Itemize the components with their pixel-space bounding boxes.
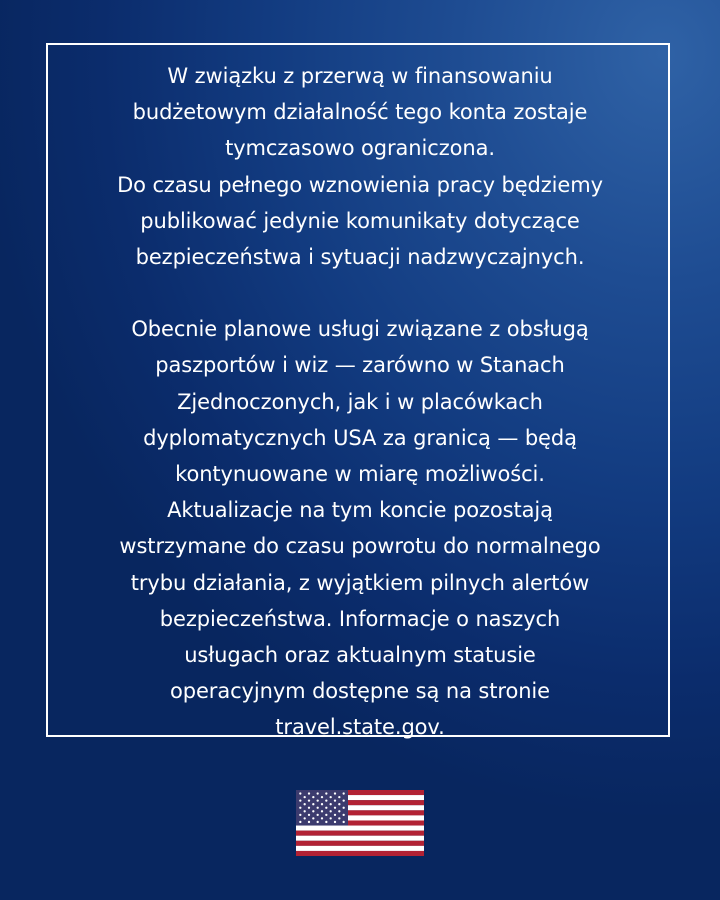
flag-star <box>299 821 301 823</box>
flag-star <box>304 817 306 819</box>
flag-stripe <box>296 841 424 846</box>
flag-star <box>299 807 301 809</box>
notice-line: W związku z przerwą w finansowaniu <box>167 64 553 88</box>
notice-line: bezpieczeństwa. Informacje o naszych <box>159 606 561 631</box>
flag-star <box>325 792 327 794</box>
flag-star <box>321 803 323 805</box>
flag-star <box>317 800 319 802</box>
flag-star <box>334 814 336 816</box>
flag-star <box>321 817 323 819</box>
flag-star <box>330 796 332 798</box>
flag-star <box>308 800 310 802</box>
notice-line: tymczasowo ograniczona. <box>225 136 495 161</box>
flag-star <box>321 796 323 798</box>
flag-star <box>312 803 314 805</box>
flag-star <box>321 810 323 812</box>
flag-star <box>343 814 345 816</box>
flag-star <box>343 792 345 794</box>
flag-star <box>325 814 327 816</box>
paragraph-gap <box>48 275 672 311</box>
flag-star <box>312 810 314 812</box>
flag-star <box>334 800 336 802</box>
flag-star <box>299 792 301 794</box>
notice-line: budżetowym działalność tego konta zostaje <box>132 100 588 125</box>
flag-star <box>304 796 306 798</box>
notice-line: wstrzymane do czasu powrotu do normalnego <box>119 534 601 559</box>
flag-star <box>334 807 336 809</box>
notice-line: usługach oraz aktualnym statusie <box>184 643 536 668</box>
us-flag-icon <box>296 790 424 856</box>
notice-text <box>48 58 672 746</box>
notice-line: paszportów i wiz — zarówno w Stanach <box>155 353 565 378</box>
flag-star <box>299 814 301 816</box>
flag-star <box>317 821 319 823</box>
flag-star <box>334 821 336 823</box>
notice-line travel-link-text: travel.state.gov. <box>275 715 445 740</box>
notice-line: Zjednoczonych, jak i w placówkach <box>177 389 543 414</box>
notice-paragraph-1 <box>48 58 672 275</box>
flag-star <box>312 796 314 798</box>
flag-stripe <box>296 846 424 851</box>
flag-star <box>338 796 340 798</box>
flag-star <box>330 810 332 812</box>
flag-stripe <box>296 851 424 856</box>
flag-star <box>308 792 310 794</box>
flag-star <box>343 807 345 809</box>
flag-star <box>343 800 345 802</box>
flag-stripe <box>296 831 424 836</box>
flag-star <box>338 817 340 819</box>
flag-star <box>308 821 310 823</box>
flag-star <box>304 810 306 812</box>
flag-canton <box>296 790 348 826</box>
notice-line: operacyjnym dostępne są na stronie <box>170 679 550 704</box>
flag-star <box>338 803 340 805</box>
flag-star <box>308 807 310 809</box>
flag-star <box>330 817 332 819</box>
notice-line: kontynuowane w miarę możliwości. <box>175 462 545 487</box>
notice-line: publikować jedynie komunikaty dotyczące <box>140 208 580 233</box>
flag-stripe <box>296 826 424 831</box>
flag-star <box>338 810 340 812</box>
notice-line: trybu działania, z wyjątkiem pilnych alertów <box>130 570 590 595</box>
notice-line: Obecnie planowe usługi związane z obsługą <box>131 317 589 342</box>
flag-star <box>299 800 301 802</box>
flag-star <box>330 803 332 805</box>
notice-line: dyplomatycznych USA za granicą — będą <box>143 425 577 450</box>
flag-star <box>343 821 345 823</box>
flag-star <box>325 807 327 809</box>
notice-line: Do czasu pełnego wznowienia pracy będziemy <box>117 172 603 197</box>
notice-line: bezpieczeństwa i sytuacji nadzwyczajnych. <box>135 245 585 270</box>
flag-star <box>325 800 327 802</box>
flag-stripe <box>296 836 424 841</box>
flag-star <box>308 814 310 816</box>
flag-star <box>325 821 327 823</box>
notice-paragraph-2 <box>48 311 672 745</box>
flag-star <box>334 792 336 794</box>
flag-star <box>317 792 319 794</box>
flag-star <box>317 807 319 809</box>
notice-line: Aktualizacje na tym koncie pozostają <box>167 498 553 523</box>
flag-star <box>304 803 306 805</box>
flag-star <box>312 817 314 819</box>
flag-star <box>317 814 319 816</box>
